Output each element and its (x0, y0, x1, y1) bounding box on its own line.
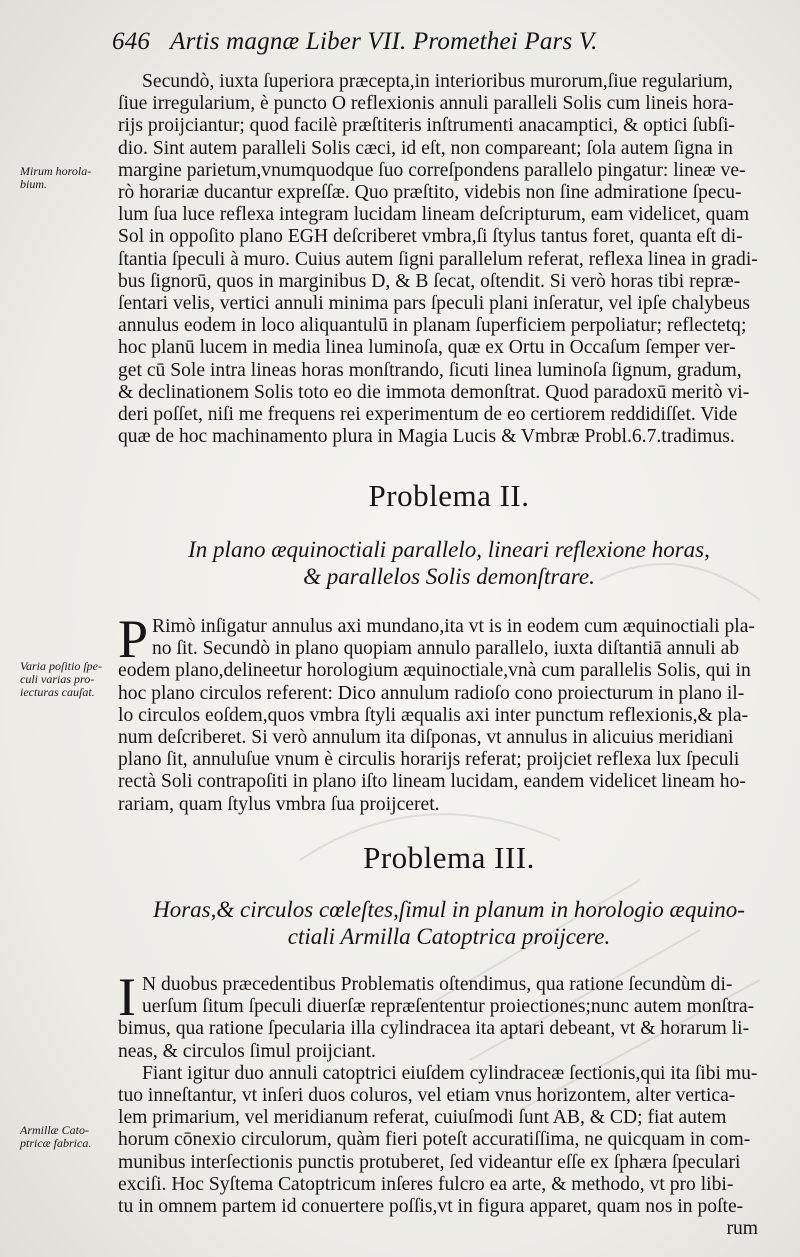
margin-note-line: bium. (20, 177, 47, 191)
text-line: uerſum ſitum ſpeculi diuerſæ repræſententur proiectiones;nunc autem monſtra- (142, 996, 755, 1018)
margin-note-line: iecturas cauſat. (20, 685, 95, 699)
problem-3-subtitle (118, 896, 780, 950)
margin-note-line: Armillæ Cato- (20, 1123, 90, 1137)
text-line: exciſi. Hoc Syſtema Catoptricum inſeres fulcro ea arte, & methodo, vt pro libi- (118, 1173, 734, 1195)
text-line: plano ſit, annuluſue vnum è circulis horarijs referat; proijciet reflexa lux ſpeculi (118, 749, 740, 771)
text-line: & declinationem Solis toto eo die immota demonſtrat. Quod paradoxū meritò vi- (118, 381, 750, 403)
text-line: rectà Soli contrapoſiti in plano iſto lineam lucidam, eandem videlicet lineam ho- (118, 771, 746, 793)
text-line: N duobus præcedentibus Problematis oſtendimus, qua ratione ſecundùm di- (142, 974, 733, 995)
text-line: lem primarium, vel meridianum referat, cuiuſmodi ſunt AB, & CD; fiat autem (118, 1107, 727, 1129)
text-line: ſiue irregularium, è puncto O reflexionis annuli paralleli Solis cum lineis hora- (118, 93, 734, 115)
text-line: no ſit. Secundò in plano quopiam annulo parallelo, iuxta diſtantiā annuli ab (152, 638, 740, 660)
text-line: hoc planū lucem in media linea luminoſa, quæ ex Ortu in Occaſum ſemper ver- (118, 337, 736, 359)
text-line: eodem plano,delineetur horologium æquinoctiale,vnà cum parallelis Solis, qui in (118, 660, 751, 682)
text-line: ſentari velis, vertici annuli minima pars ſpeculi plani inſeratur, vel ipſe chalybeus (118, 293, 751, 315)
text-line: bimus, qua ratione ſpecularia illa cylindracea ita aptari debeant, vt & horarum li- (118, 1018, 750, 1040)
text-line: Rimò inſigatur annulus axi mundano,ita vt is in eodem cum æquinoctiali pla- (152, 616, 755, 637)
margin-note-mirum (20, 165, 116, 191)
section-secundo (118, 71, 780, 448)
problem-2-text (118, 609, 780, 816)
margin-note-armillae (20, 1124, 116, 1150)
margin-note-varia-positio (20, 660, 116, 699)
text-line: hoc plano circulos referent: Dico annulum radioſo cono proiecturum in plano il- (118, 682, 745, 704)
text-line: get cū Sole intra lineas horas monſtrando, ſicuti linea luminoſa ſignum, gradum, (118, 359, 742, 381)
text-line: bus ſignorū, quos in marginibus D, & B ſecat, oſtendit. Si verò horas tibi repræ- (118, 270, 741, 292)
text-line: Sol in oppoſito plano EGH deſcriberet vmbra,ſi ſtylus tantus foret, quanta eſt di- (118, 226, 743, 248)
text-line: Fiant igitur duo annuli catoptrici eiuſdem cylindraceæ ſectionis,qui ita ſibi mu- (142, 1062, 758, 1084)
text-line: munibus interſectionis punctis protuberet, ſed videantur eſſe ex ſphæra ſpeculari (118, 1151, 741, 1173)
drop-cap-i: I (118, 967, 136, 1027)
text-line: quæ de hoc machinamento plura in Magia Lucis & Vmbræ Probl.6.7.tradimus. (118, 426, 735, 448)
subtitle-line: Horas,& circulos cœleſtes,ſimul in planum in horologio æquino- (153, 897, 745, 922)
page-number: 646 (112, 28, 151, 55)
text-line: margine parietum,vnumquodque ſuo correſpondens parallelo pingatur: lineæ ve- (118, 159, 746, 181)
text-line: rijs proijciantur; quod facilè præſtiteris inſtrumenti anacamptici, & optici ſubſi- (118, 115, 736, 137)
subtitle-line: ctiali Armilla Catoptrica proijcere. (287, 924, 611, 949)
subtitle-line: & parallelos Solis demonſtrare. (303, 564, 595, 589)
drop-cap-p: P (118, 609, 149, 669)
text-line: rò horariæ ducantur expreſſæ. Quo præſtito, videbis non ſine admiratione ſpecu- (118, 182, 742, 204)
text-line: num deſcriberet. Si verò annulum ita diſponas, vt annulus in alicuius meridiani (118, 727, 734, 749)
text-line: neas, & circulos ſimul proijciant. (118, 1040, 376, 1062)
text-line: dio. Sint autem paralleli Solis cæci, id eſt, non compareant; ſola autem ſigna in (118, 137, 733, 159)
text-line: tu in omnem partem id conuertere poſſis,vt in figura apparet, quam nos in poſte- (118, 1196, 744, 1218)
margin-note-line: culi varias pro- (20, 672, 95, 686)
problem-2-title: Problema II. (368, 478, 530, 513)
text-line: rariam, quam ſtylus vmbra ſua proijceret. (118, 793, 440, 815)
problem-3-title: Problema III. (363, 840, 535, 875)
text-line: ſtantia ſpeculi à muro. Cuius autem ſigni parallelum referat, reflexa linea in gradi- (118, 248, 758, 270)
text-line: horum cōnexio circulorum, quàm fieri poteſt accuratiſſima, ne quicquam in com- (118, 1129, 751, 1151)
text-line: Secundò, iuxta ſuperiora præcepta,in interioribus murorum,ſiue regularium, (142, 71, 733, 92)
text-line: tuo inneſtantur, vt inſeri duos coluros, vel etiam vnus horizontem, alter vertica- (118, 1085, 736, 1107)
text-line: deri poſſet, niſi me frequens rei experimentum de eo certiorem reddidiſſet. Vide (118, 404, 738, 426)
running-header (112, 28, 772, 56)
text-line: annulus eodem in loco aliquantulū in planam ſuperficiem perpoliatur; reflectetq; (118, 315, 747, 337)
subtitle-line: In plano æquinoctiali parallelo, lineari reflexione horas, (188, 537, 710, 562)
catchword: rum (726, 1218, 758, 1240)
margin-note-line: ptricæ fabrica. (20, 1136, 92, 1150)
margin-note-line: Mirum horola- (20, 164, 92, 178)
text-line: lo circulos eoſdem,quos vmbra ſtyli æqualis axi inter punctum reflexionis,& pla- (118, 704, 749, 726)
problem-3-text (118, 967, 780, 1240)
running-title: Artis magnæ Liber VII. Promethei Pars V. (170, 28, 598, 55)
margin-note-line: Varia poſitio ſpe- (20, 659, 102, 673)
text-line: lum ſua luce reflexa integram lucidam lineam deſcripturum, eam videlicet, quam (118, 204, 750, 226)
problem-2-subtitle (118, 536, 780, 590)
